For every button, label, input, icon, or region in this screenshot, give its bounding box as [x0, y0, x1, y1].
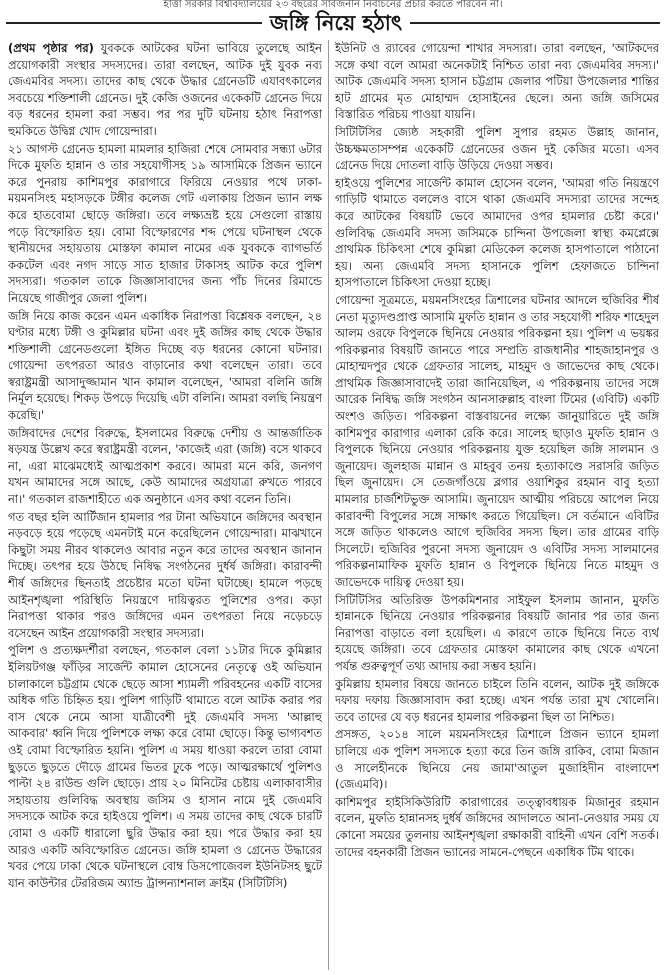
paragraph: গোয়েন্দা সূত্রমতে, ময়মনসিংহের ত্রিশালের ঘটনার আদলে হুজিবির শীর্ষ নেতা মৃত্যুদণ্ডপ্রাপ্ত আসামি মুফতি হান্নান ও তার সহযোগী শরিফ শাহেদুল আলম ওরফে বিপুলকে ছিনিয়ে নেওয়ার পরিকল্পনা হয়। পুলিশ এ ভয়ঙ্কর পরিকল্পনার বিষয়টি জানতে পারে সম্প্রতি রাজধানীর শাহজাহানপুর ও মোহাম্মদপুর থেকে গ্রেফতার সালেহ, মাহমুদ ও জাভেদের কাছ থেকে। প্রাথমিক জিজ্ঞাসাবাদেই তারা জানিয়েছিল, এ পরিকল্পনায় তাদের সঙ্গে আরেক নিষিদ্ধ জঙ্গি সংগঠন আনসারুল্লাহ বাংলা টিমের (এবিটি) একটি অংশও জড়িত। পরিকল্পনা বাস্তবায়নের লক্ষ্যে জানুয়ারিতে দুই জঙ্গি কাশিমপুর কারাগার এলাকা রেকি করে। সালেহ ছাড়াও মুফতি হান্নান ও বিপুলকে ছিনিয়ে নেওয়ার পরিকল্পনায় যুক্ত হয়েছিল জঙ্গি সালমান ও জুনায়েদ। জুলহাজ মান্নান ও মাহবুব তনয় হত্যাকাণ্ডে সরাসরি জড়িত ছিল জুনায়েদ। সে তেজগাঁওয়ে ব্লগার ওয়াশিকুর রহমান বাবু হত্যা মামলার চার্জশিটভুক্ত আসামি। জুনায়েদ আত্মীয় পরিচয়ে আপেল নিয়ে কারাবন্দী বিপুলের সঙ্গে সাক্ষাৎ করতে গিয়েছিল। সে বর্তমানে এবিটির সঙ্গে জড়িত থাকলেও আগে হুজিবির সদস্য ছিল। তার গ্রামের বাড়ি সিলেটে। হুজিবির পুরনো সদস্য জুনায়েদ ও এবিটির সদস্য সালমানের পরিকল্পনামাফিক মুফতি হান্নান ও বিপুলকে ছিনিয়ে নিতে মাহমুদ ও জাভেদকে দায়িত্ব দেওয়া হয়।	[335, 292, 659, 589]
paragraph: গত বছর হলি আর্টিজান হামলার পর টানা অভিযানে জঙ্গিদের অবস্থান নড়বড়ে হয়ে পড়েছে এমনটাই মনে করেছিলেন গোয়েন্দারা। মাঝখানে কিছুটা সময় নীরব থাকলেও আবার নতুন করে তাদের অবস্থান জানান দিচ্ছে। তৎপর হয়ে উঠছে নিষিদ্ধ সংগঠনের দুর্ধর্ষ জঙ্গিরা। কারাবন্দী শীর্ষ জঙ্গিদের ছিনতাই প্রচেষ্টার মতো ঘটনা ঘটাচ্ছে। হামলে পড়ছে আইনশৃঙ্খলা পরিস্থিতি নিয়ন্ত্রণে দায়িত্বরত পুলিশের ওপর। কড়া নিরাপত্তা থাকার পরও জঙ্গিদের এমন তৎপরতা নিয়ে নড়েচড়ে বসেছেন আইন প্রয়োগকারী সংস্থার সদস্যরা।	[8, 509, 322, 640]
heading-rule-right	[410, 22, 660, 24]
paragraph	[8, 40, 322, 140]
article-title: জঙ্গি নিয়ে হঠাৎ	[269, 10, 403, 35]
paragraph: কাশিমপুর হাইসিকিউরিটি কারাগারের তত্ত্বাবধায়ক মিজানুর রহমান বলেন, মুফতি হান্নানসহ দুর্ধর্ষ জঙ্গিদের আদালতে আনা-নেওয়ার সময় যে কোনো সময়ের তুলনায় আইনশৃঙ্খলা রক্ষাকারী বাহিনী এখন বেশি সতর্ক। তাদের বহনকারী প্রিজন ভ্যানের সামনে-পেছনে একাধিক টিম থাকে।	[335, 794, 659, 859]
paragraph: হাইওয়ে পুলিশের সার্জেন্ট কামাল হোসেন বলেন, 'আমরা গতি নিয়ন্ত্রণে গাড়িটি থামাতে বললেও বাসে থাকা জেএমবি সদস্যরা তাদের সন্দেহ করে আটকের বিষয়টি ভেবে আমাদের ওপর হামলার চেষ্টা করে।' গুলিবিদ্ধ জেএমবি সদস্য জসিমকে চান্দিনা উপজেলা স্বাস্থ্য কমপ্লেক্সে প্রাথমিক চিকিৎসা শেষে কুমিল্লা মেডিকেল কলেজ হাসপাতালে পাঠানো হয়। অন্য জেএমবি সদস্য হাসানকে পুলিশ হেফাজতে চান্দিনা হাসপাতালে চিকিৎসা দেওয়া হচ্ছে।	[335, 175, 659, 290]
previous-article-strip: হাত্তা সরকার বিশ্ববিদ্যালয়ের ২৩ বছরের সার্বজনীন নির্বাচনের প্রচার করতে পারবেন না।	[163, 0, 503, 10]
paragraph: ২১ আগস্ট গ্রেনেড হামলা মামলার হাজিরা শেষে সোমবার সন্ধ্যা ৬টার দিকে মুফতি হান্নান ও তার সহযোগীসহ ১৯ আসামিকে প্রিজন ভ্যানে করে পুনরায় কাশিমপুর কারাগারে ফিরিয়ে নেওয়ার পথে ঢাকা-ময়মনসিংহ মহাসড়কে টঙ্গীর কলেজ গেট এলাকায় প্রিজন ভ্যান লক্ষ করে হাতবোমা ছোড়ে জঙ্গিরা। তবে লক্ষ্যভ্রষ্ট হয়ে সেগুলো রাস্তায় পড়ে বিস্ফোরিত হয়। বোমা বিস্ফোরণের শব্দ পেয়ে ঘটনাস্থল থেকে স্থানীয়দের সহায়তায় মোস্তফা কামাল নামের এক যুবককে ব্যাগভর্তি ককটেল এবং নগদ সাড়ে সাত হাজার টাকাসহ আটক করে পুলিশ সদস্যরা। গতকাল তাকে জিজ্ঞাসাবাদের জন্য পাঁচ দিনের রিমান্ডে নিয়েছে গাজীপুর জেলা পুলিশ।	[8, 141, 322, 305]
paragraph: সিটিটিসির জ্যেষ্ঠ সহকারী পুলিশ সুপার রহমত উল্লাহ জানান, উচ্চক্ষমতাসম্পন্ন একেকটি গ্রেনেডের ওজন দুই কেজির মতো। এসব গ্রেনেড দিয়ে দোতলা বাড়ি উড়িয়ে দেওয়া সম্ভব।	[335, 124, 659, 173]
paragraph-text: যুবককে আটকের ঘটনা ভাবিয়ে তুলেছে আইন প্রয়োগকারী সংস্থার সদস্যদের। তারা বলছেন, আটক দুই যুবক নব্য জেএমবির সদস্য। তাদের কাছ থেকে উদ্ধার গ্রেনেডটি এযাবৎকালের সবচেয়ে শক্তিশালী গ্রেনেড। দুই কেজি ওজনের একেকটি গ্রেনেড দিয়ে বড় ধরনের হামলা করা সম্ভব। পর পর দুটি ঘটনায় হঠাৎ নিরাপত্তা হুমকিতে উদ্বিগ্ন খোদ গোয়েন্দারা।	[8, 41, 322, 138]
paragraph: প্রসঙ্গত, ২০১৪ সালে ময়মনসিংহের ত্রিশালে প্রিজন ভ্যানে হামলা চালিয়ে এক পুলিশ সদস্যকে হত্যা করে তিন জঙ্গি রাকিব, বোমা মিজান ও সালেহীনকে ছিনিয়ে নেয় জামা'আতুল মুজাহিদীন বাংলাদেশ (জেএমবি)।	[335, 727, 659, 792]
article-heading-bar	[0, 9, 666, 36]
continuation-tag: (প্রথম পৃষ্ঠার পর)	[8, 41, 94, 55]
paragraph: কুমিল্লায় হামলার বিষয়ে জানতে চাইলে তিনি বলেন, আটক দুই জঙ্গিকে দফায় দফায় জিজ্ঞাসাবাদ করা হচ্ছে। এখন পর্যন্ত তারা মুখ খোলেনি। তবে তাদের যে বড় ধরনের হামলার পরিকল্পনা ছিল তা নিশ্চিত।	[335, 676, 659, 724]
paragraph: সিটিটিসির অতিরিক্ত উপকমিশনার সাইফুল ইসলাম জানান, মুফতি হান্নানকে ছিনিয়ে নেওয়ার পরিকল্পনার বিষয়টি জানার পর তার জন্য নিরাপত্তা বাড়াতে বলা হয়েছিল। এ কারণে তাকে ছিনিয়ে নিতে ব্যর্থ হয়েছে জঙ্গিরা। তবে গ্রেফতার মোস্তফা কামালের কাছ থেকে এখনো পর্যন্ত গুরুত্বপূর্ণ তথ্য আদায় করা সম্ভব হয়নি।	[335, 592, 659, 673]
left-column	[8, 40, 322, 973]
paragraph: পুলিশ ও প্রত্যক্ষদর্শীরা বলছেন, গতকাল বেলা ১১টার দিকে কুমিল্লার ইলিয়টগঞ্জ ফাঁড়ির সার্জেন্ট কামাল হোসেনের নেতৃত্বে ওই অভিযান চালাকালে চট্টগ্রাম থেকে ছেড়ে আসা শ্যামলী পরিবহনের একটি বাসের অধিক গতি চিহ্নিত হয়। পুলিশ গাড়িটি থামাতে বলে আটক করার পর বাস থেকে নেমে আসা যাত্রীবেশী দুই জেএমবি সদস্য 'আল্লাহু আকবার' ধ্বনি দিয়ে পুলিশকে লক্ষ্য করে বোমা ছোড়ে। কিন্তু ভাগ্যবশত ওই বোমা বিস্ফোরিত হয়নি। পুলিশ এ সময় ধাওয়া করলে তারা বোমা ছুড়তে ছুড়তে দৌড়ে গ্রামের ভিতর ঢুকে পড়ে। আত্মরক্ষার্থে পুলিশও পাল্টা ২৪ রাউন্ড গুলি ছোড়ে। প্রায় ২০ মিনিটের চেষ্টায় এলাকাবাসীর সহায়তায় গুলিবিদ্ধ অবস্থায় জসিম ও হাসান নামে দুই জেএমবি সদস্যকে আটক করে হাইওয়ে পুলিশ। এ সময় তাদের কাছ থেকে চারটি বোমা ও একটি ধারালো ছুরি উদ্ধার করা হয়। পরে উদ্ধার করা হয় আরও একটি অবিস্ফোরিত গ্রেনেড। জঙ্গি হামলা ও গ্রেনেড উদ্ধারের খবর পেয়ে ঢাকা থেকে ঘটনাস্থলে বোম্ব ডিসপোজেবল ইউনিটসহ ছুটে যান কাউন্টার টেররিজম অ্যান্ড ট্রান্সন্যাশনাল ক্রাইম (সিটিটিসি)	[8, 643, 322, 890]
paragraph: জঙ্গি নিয়ে কাজ করেন এমন একাধিক নিরাপত্তা বিশ্লেষক বলছেন, ২৪ ঘণ্টার মধ্যে টঙ্গী ও কুমিল্লার ঘটনা এবং দুই জঙ্গির কাছ থেকে উদ্ধার শক্তিশালী গ্রেনেডগুলো ইঙ্গিত দিচ্ছে বড় ধরনের কোনো ঘটনার। গোয়েন্দা তৎপরতা আরও বাড়ানোর কথা বলেছেন তারা। তবে স্বরাষ্ট্রমন্ত্রী আসাদুজ্জামান খান কামাল বলেছেন, 'আমরা বলিনি জঙ্গি নির্মূল হয়েছে। শিকড় উপড়ে দিয়েছি এটা বলিনি। আমরা বলছি নিয়ন্ত্রণ করেছি।'	[8, 308, 322, 423]
paragraph: জঙ্গিবাদের দেশের বিরুদ্ধে, ইসলামের বিরুদ্ধে দেশীয় ও আন্তর্জাতিক ষড়যন্ত্র উল্লেখ করে স্বরাষ্ট্রমন্ত্রী বলেন, 'কাজেই এরা (জঙ্গি) বসে থাকবে না, এরা মাঝেমধ্যেই আত্মপ্রকাশ করবে। আমরা মনে করি, জনগণ যখন আমাদের সঙ্গে আছে, কেউ আমাদের অগ্রযাত্রা রুখতে পারবে না।' গতকাল রাজশাহীতে এক অনুষ্ঠানে এসব কথা বলেন তিনি।	[8, 425, 322, 507]
heading-rule-left	[6, 22, 262, 24]
column-divider	[328, 40, 329, 970]
right-column	[335, 40, 659, 973]
paragraph: ইউনিট ও র‌্যাবের গোয়েন্দা শাখার সদস্যরা। তারা বলছেন, 'আটকদের সঙ্গে কথা বলে আমরা অনেকটাই নিশ্চিত তারা নব্য জেএমবির সদস্য।' আটক জেএমবি সদস্য হাসান চট্টগ্রাম জেলার পটিয়া উপজেলার শান্তির হাট গ্রামের মৃত মোহাম্মদ হোসাইনের ছেলে। অন্য জঙ্গি জসিমের বিস্তারিত পরিচয় পাওয়া যায়নি।	[335, 41, 659, 122]
